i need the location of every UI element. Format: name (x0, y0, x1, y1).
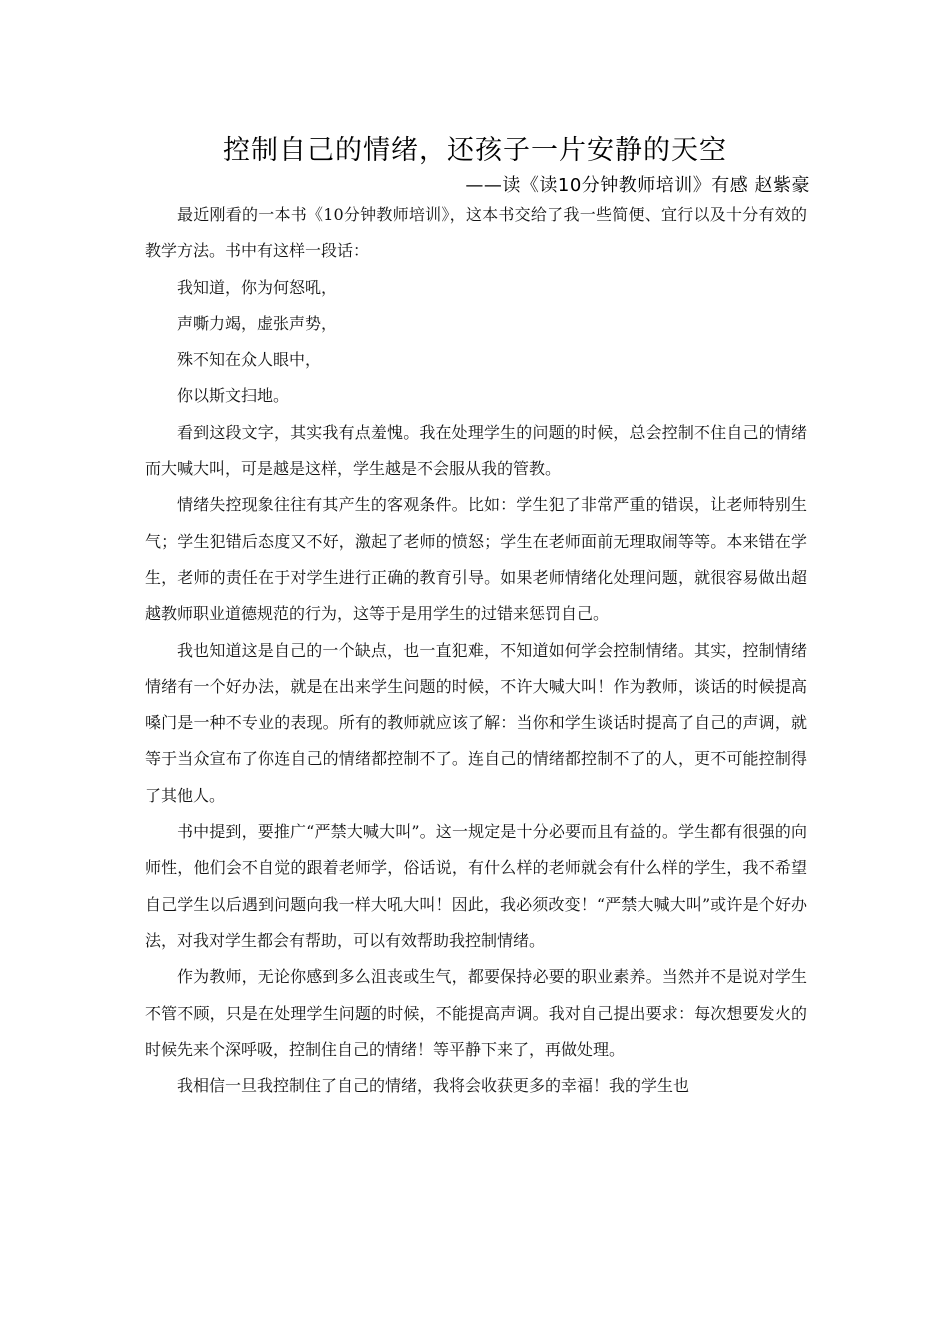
verse-line: 我知道，你为何怒吼， (177, 277, 338, 297)
paragraph: 情绪失控现象往往有其产生的客观条件。比如：学生犯了非常严重的错误，让老师特别生气；学生犯错后态度又不好，激起了老师的愤怒；学生在老师面前无理取闹等等。本来错在学生，老师的责任在于对学生进行正确的教育引导。如果老师情绪化处理问题，就很容易做出超越教师职业道德规范的行为，这等于是用学生的过错来惩罚自己。 (145, 495, 807, 624)
verse-line: 声嘶力竭，虚张声势， (177, 313, 338, 333)
paragraph: 我也知道这是自己的一个缺点，也一直犯难，不知道如何学会控制情绪。其实，控制情绪情绪有一个好办法，就是在出来学生问题的时候，不许大喊大叫！作为教师，谈话的时候提高嗓门是一种不专业的表现。所有的教师就应该了解：当你和学生谈话时提高了自己的声调，就等于当众宣布了你连自己的情绪都控制不了。连自己的情绪都控制不了的人，更不可能控制得了其他人。 (145, 640, 807, 805)
document-title: 控制自己的情绪，还孩子一片安静的天空 (223, 135, 727, 166)
paragraph: 作为教师，无论你感到多么沮丧或生气，都要保持必要的职业素养。当然并不是说对学生不管不顾，只是在处理学生问题的时候，不能提高声调。我对自己提出要求：每次想要发火的时候先来个深呼吸，控制住自己的情绪！等平静下来了，再做处理。 (145, 967, 807, 1059)
paragraph: 最近刚看的一本书《10分钟教师培训》，这本书交给了我一些简便、宜行以及十分有效的教学方法。书中有这样一段话： (145, 205, 807, 261)
paragraph: 我相信一旦我控制住了自己的情绪，我将会收获更多的幸福！我的学生也 (177, 1076, 690, 1096)
paragraph: 看到这段文字，其实我有点羞愧。我在处理学生的问题的时候，总会控制不住自己的情绪而大喊大叫，可是越是这样，学生越是不会服从我的管教。 (145, 422, 807, 479)
document-subtitle: ——读《读10分钟教师培训》有感 赵紫豪 (465, 175, 810, 196)
verse-line: 你以斯文扫地。 (177, 386, 290, 406)
paragraph: 书中提到，要推广“严禁大喊大叫”。这一规定是十分必要而且有益的。学生都有很强的向师性，他们会不自觉的跟着老师学，俗话说，有什么样的老师就会有什么样的学生，我不希望自己学生以后遇到问题向我一样大吼大叫！因此，我必须改变！“严禁大喊大叫”或许是个好办法，对我对学生都会有帮助，可以有效帮助我控制情绪。 (145, 822, 807, 950)
document-body (145, 197, 807, 1104)
verse-line: 殊不知在众人眼中， (177, 350, 322, 370)
